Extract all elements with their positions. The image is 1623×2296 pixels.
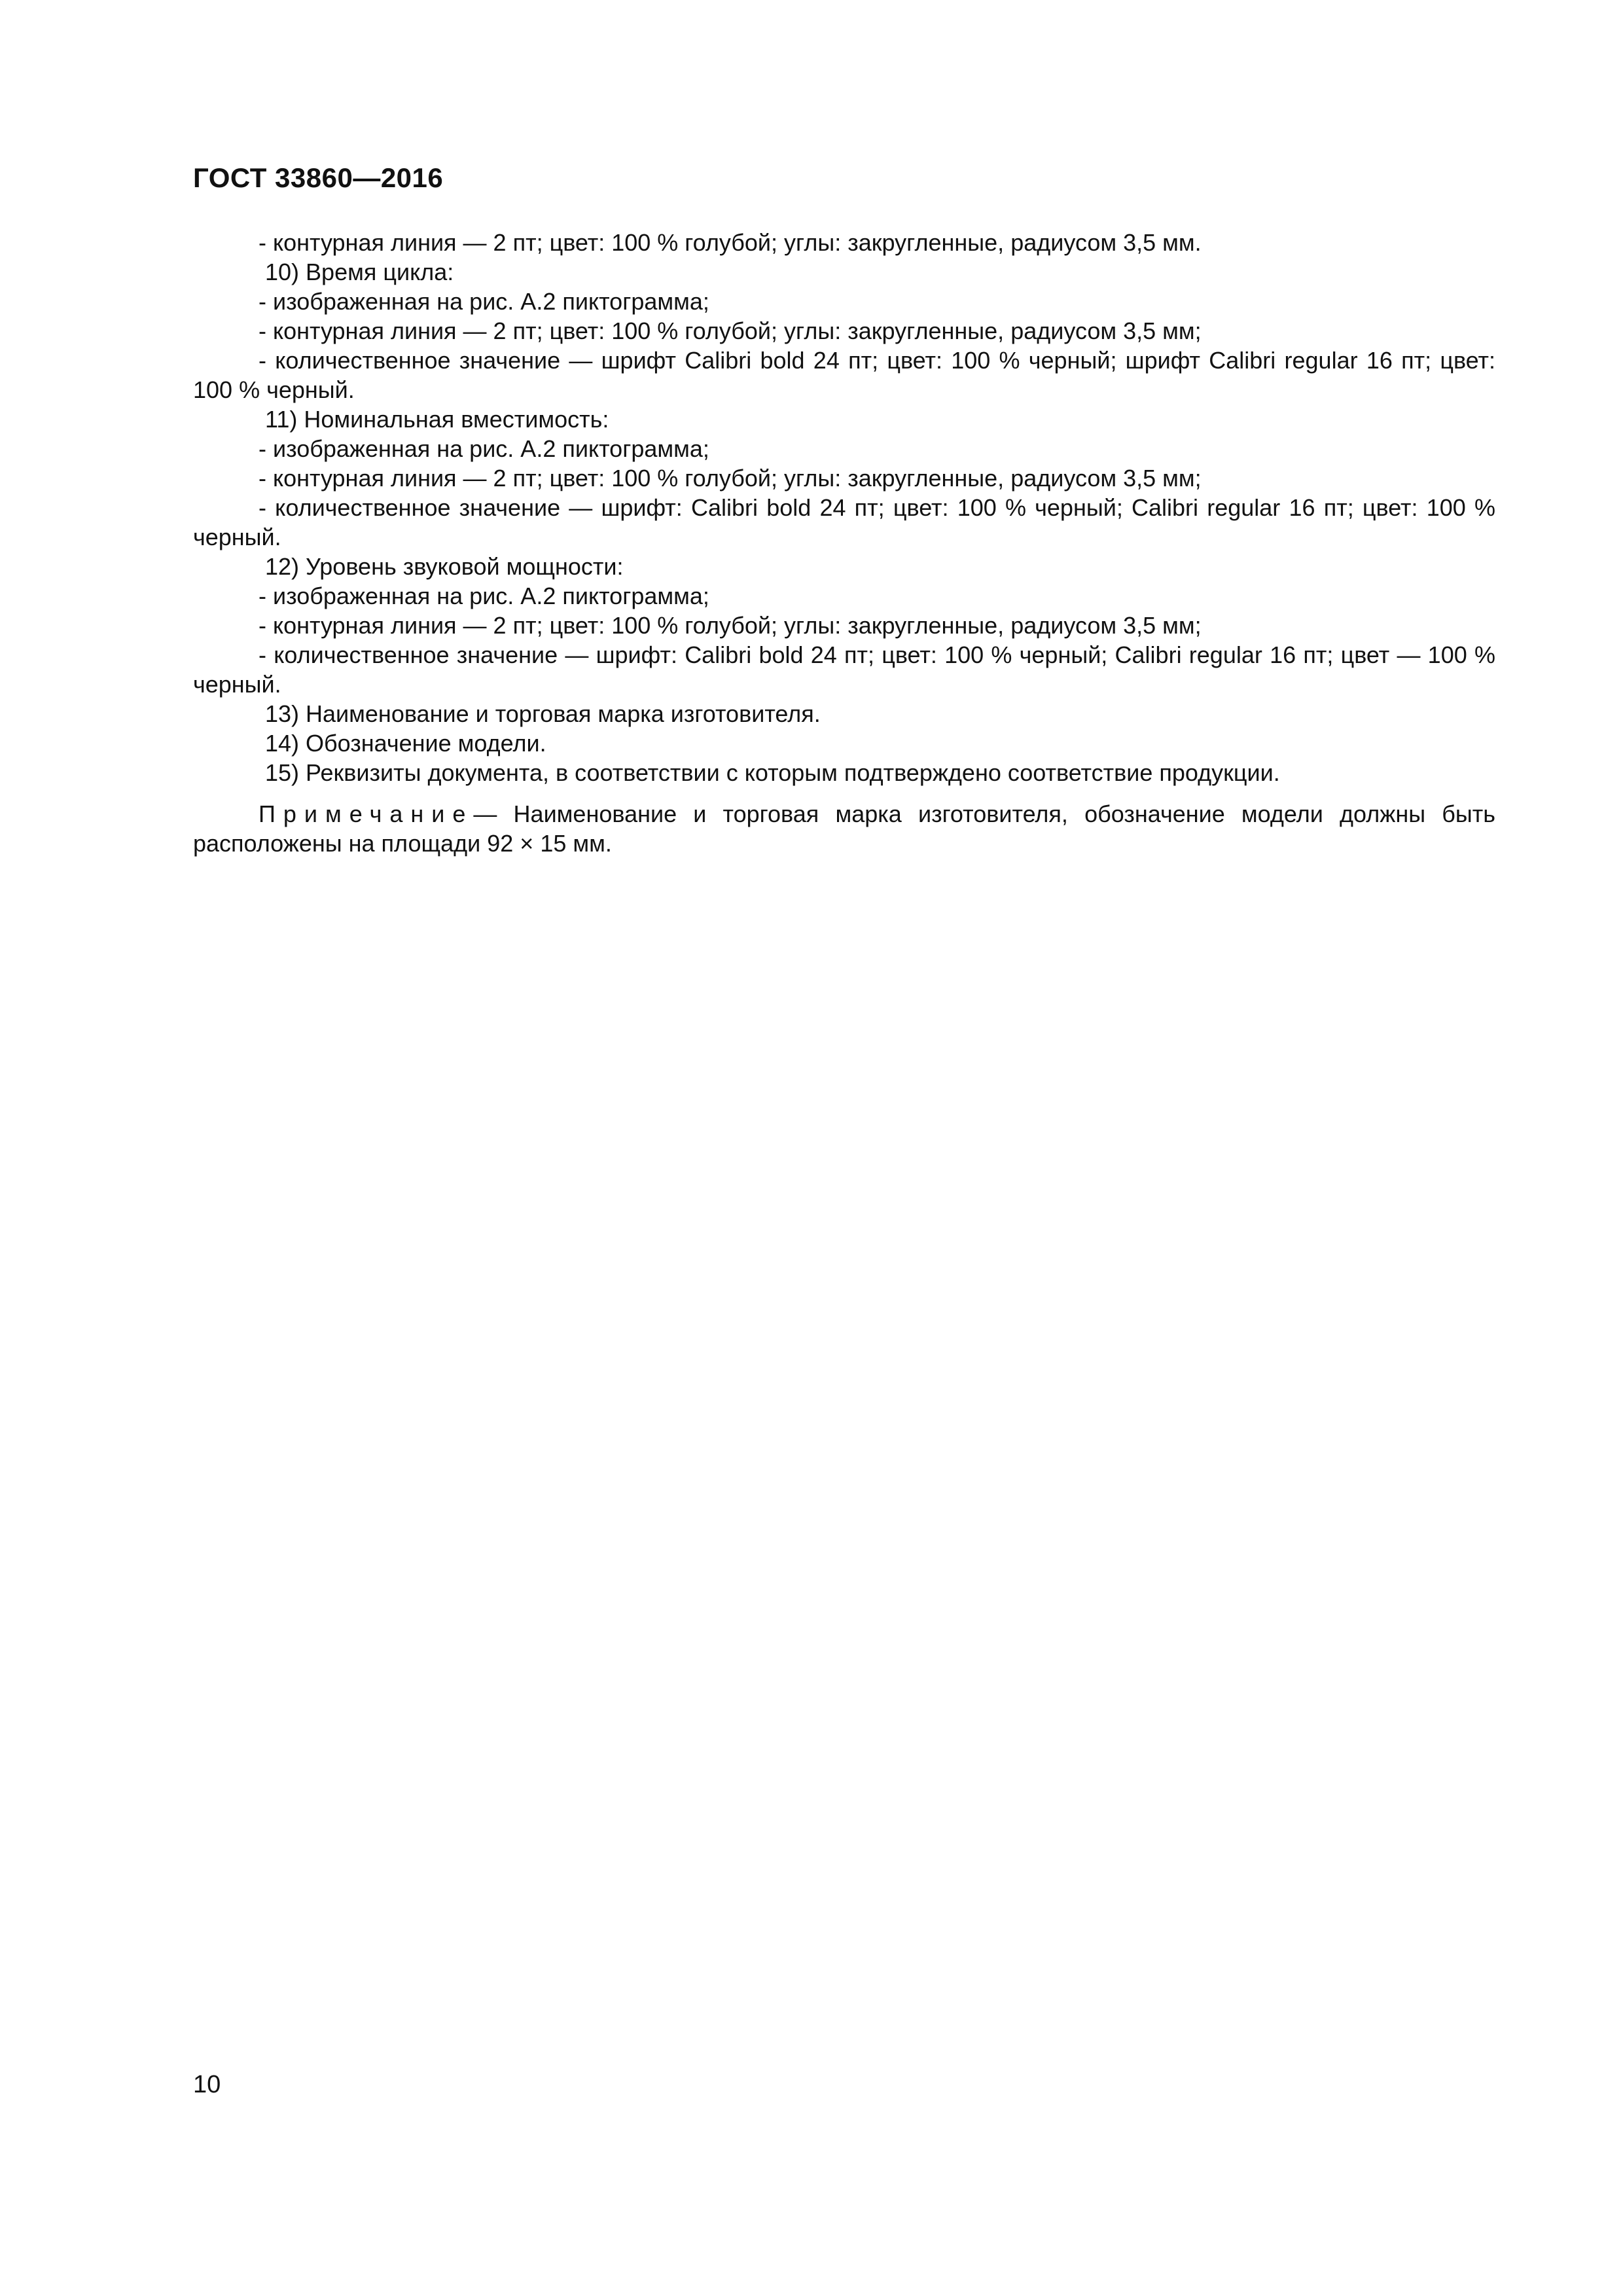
paragraph: - контурная линия — 2 пт; цвет: 100 % голубой; углы: закругленные, радиусом 3,5 мм; bbox=[259, 317, 1202, 344]
document-body bbox=[193, 228, 1495, 858]
paragraph: - количественное значение — шрифт Calibri bold 24 пт; цвет: 100 % черный; шрифт Calibri regular 16 пт; цвет: 100 % черный. bbox=[193, 347, 1495, 403]
paragraph: - контурная линия — 2 пт; цвет: 100 % голубой; углы: закругленные, радиусом 3,5 мм; bbox=[259, 465, 1202, 492]
list-item: 12) Уровень звуковой мощности: bbox=[265, 553, 624, 580]
document-header: ГОСТ 33860—2016 bbox=[193, 162, 444, 193]
paragraph: - количественное значение — шрифт: Calibri bold 24 пт; цвет: 100 % черный; Calibri regular 16 пт; цвет — 100 % черный. bbox=[193, 641, 1495, 698]
paragraph: - количественное значение — шрифт: Calibri bold 24 пт; цвет: 100 % черный; Calibri regular 16 пт; цвет: 100 % черный. bbox=[193, 494, 1495, 550]
list-item: 13) Наименование и торговая марка изготовителя. bbox=[265, 700, 821, 727]
list-item: 11) Номинальная вместимость: bbox=[265, 406, 609, 433]
list-item: 14) Обозначение модели. bbox=[265, 730, 546, 757]
paragraph: - контурная линия — 2 пт; цвет: 100 % голубой; углы: закругленные, радиусом 3,5 мм. bbox=[259, 229, 1202, 256]
paragraph: - изображенная на рис. А.2 пиктограмма; bbox=[259, 435, 709, 462]
list-item: 10) Время цикла: bbox=[265, 259, 454, 285]
note-label: Примечание bbox=[259, 800, 474, 827]
paragraph: - контурная линия — 2 пт; цвет: 100 % голубой; углы: закругленные, радиусом 3,5 мм; bbox=[259, 612, 1202, 639]
note-text: — Наименование и торговая марка изготовителя, обозначение модели должны быть расположены на площади 92 × 15 мм. bbox=[193, 800, 1495, 857]
list-item: 15) Реквизиты документа, в соответствии с которым подтверждено соответствие продукции. bbox=[265, 759, 1280, 786]
paragraph: - изображенная на рис. А.2 пиктограмма; bbox=[259, 583, 709, 609]
note-paragraph bbox=[193, 799, 1495, 858]
page-number: 10 bbox=[193, 2071, 221, 2098]
paragraph: - изображенная на рис. А.2 пиктограмма; bbox=[259, 288, 709, 315]
